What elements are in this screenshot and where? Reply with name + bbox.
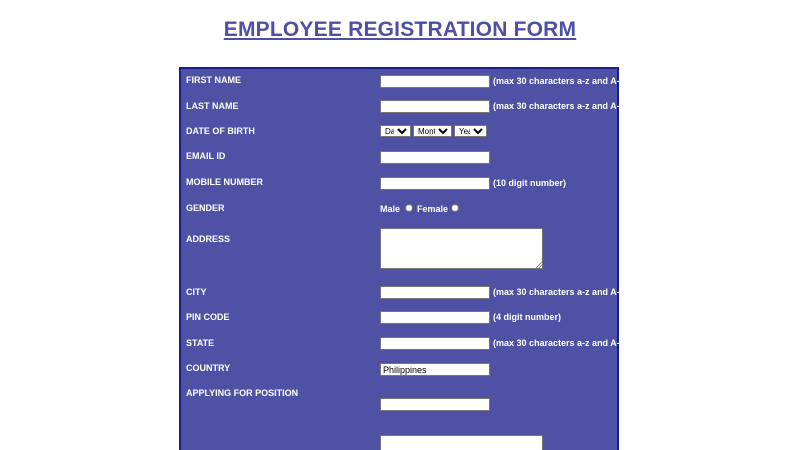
position-input[interactable] bbox=[380, 398, 490, 411]
country-input[interactable] bbox=[380, 363, 490, 376]
gender-male-radio[interactable] bbox=[405, 204, 413, 212]
last-name-input[interactable] bbox=[380, 100, 490, 113]
last-name-label: LAST NAME bbox=[186, 101, 239, 111]
position-label: APPLYING FOR POSITION bbox=[186, 388, 299, 398]
address-label: ADDRESS bbox=[186, 234, 231, 244]
dob-day-select[interactable] bbox=[380, 125, 411, 137]
pin-code-label: PIN CODE bbox=[186, 312, 230, 322]
state-label: STATE bbox=[186, 338, 215, 348]
first-name-hint: (max 30 characters a-z and A-Z) bbox=[493, 76, 629, 86]
dob-year-select[interactable] bbox=[454, 125, 487, 137]
pin-code-input[interactable] bbox=[380, 311, 490, 324]
gender-female-label: Female bbox=[417, 204, 449, 214]
gender-label: GENDER bbox=[186, 203, 225, 213]
gender-female-radio[interactable] bbox=[451, 204, 459, 212]
country-label: COUNTRY bbox=[186, 363, 231, 373]
gender-male-label: Male bbox=[380, 204, 401, 214]
last-name-hint: (max 30 characters a-z and A-Z) bbox=[493, 101, 629, 111]
mobile-input[interactable] bbox=[380, 177, 490, 190]
mobile-hint: (10 digit number) bbox=[493, 178, 567, 188]
next-textarea-partial[interactable] bbox=[380, 435, 543, 450]
email-label: EMAIL ID bbox=[186, 151, 226, 161]
mobile-label: MOBILE NUMBER bbox=[186, 177, 263, 187]
dob-label: DATE OF BIRTH bbox=[186, 126, 255, 136]
city-input[interactable] bbox=[380, 286, 490, 299]
state-hint: (max 30 characters a-z and A-Z) bbox=[493, 338, 629, 348]
dob-month-select[interactable] bbox=[413, 125, 452, 137]
city-hint: (max 30 characters a-z and A-Z) bbox=[493, 287, 629, 297]
address-resize-handle[interactable] bbox=[536, 262, 542, 268]
first-name-input[interactable] bbox=[380, 75, 490, 88]
state-input[interactable] bbox=[380, 337, 490, 350]
city-label: CITY bbox=[186, 287, 207, 297]
email-input[interactable] bbox=[380, 151, 490, 164]
first-name-label: FIRST NAME bbox=[186, 75, 241, 85]
pin-code-hint: (4 digit number) bbox=[493, 312, 561, 322]
address-textarea[interactable] bbox=[380, 228, 543, 269]
page-title: EMPLOYEE REGISTRATION FORM bbox=[223, 18, 577, 41]
